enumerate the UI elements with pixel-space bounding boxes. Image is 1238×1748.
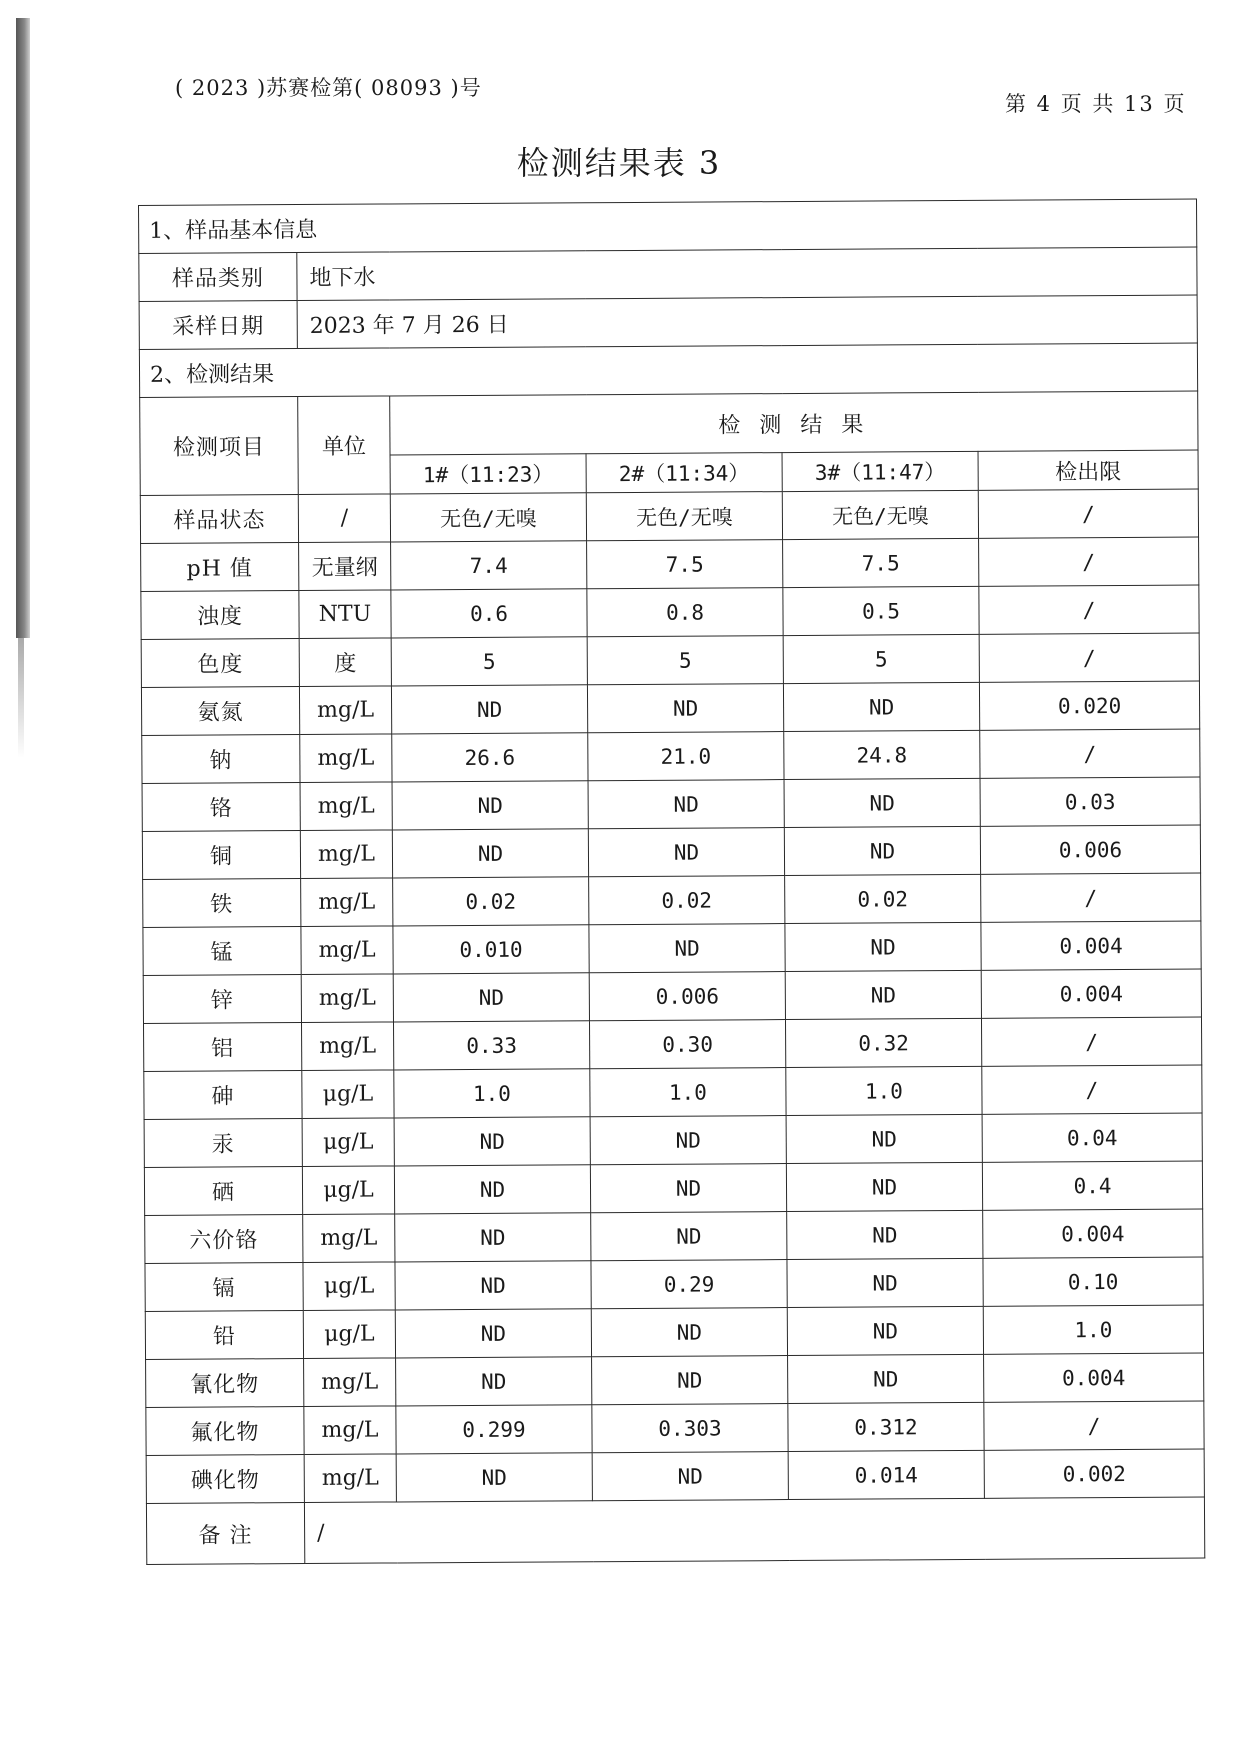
- remarks-value: /: [304, 1497, 1204, 1563]
- cell-limit: /: [979, 633, 1199, 682]
- cell-limit: 0.04: [982, 1113, 1202, 1162]
- cell-sample1: 无色/无嗅: [390, 493, 586, 542]
- cell-item: 浊度: [141, 591, 299, 640]
- cell-unit: mg/L: [300, 782, 392, 831]
- cell-unit: 无量纲: [299, 542, 391, 591]
- table-row: [142, 825, 1200, 879]
- table-row: [141, 633, 1199, 687]
- cell-item: 氨氮: [141, 687, 299, 736]
- cell-sample3: 0.02: [785, 874, 981, 923]
- table-row: [146, 1353, 1204, 1407]
- cell-sample3: 0.5: [783, 586, 979, 635]
- cell-sample3: ND: [787, 1210, 983, 1259]
- cell-sample2: 0.303: [592, 1404, 788, 1453]
- table-row: [145, 1209, 1203, 1263]
- page-number: 第 4 页 共 13 页: [1005, 92, 1187, 116]
- cell-item: 铅: [145, 1311, 303, 1360]
- cell-unit: mg/L: [304, 1454, 396, 1503]
- section2-heading: 2、检测结果: [139, 343, 1197, 397]
- cell-unit: μg/L: [302, 1166, 394, 1215]
- table-row: [141, 585, 1199, 639]
- table-row: [143, 1017, 1201, 1071]
- col-header-limit: 检出限: [978, 450, 1198, 490]
- cell-sample3: ND: [783, 682, 979, 731]
- cell-sample2: 0.8: [587, 588, 783, 637]
- cell-sample3: ND: [785, 922, 981, 971]
- col-header-sample1: 1#（11:23）: [390, 454, 586, 494]
- cell-limit: /: [980, 729, 1200, 778]
- cell-unit: /: [298, 494, 390, 543]
- cell-sample1: ND: [392, 829, 588, 878]
- cell-sample1: 26.6: [392, 733, 588, 782]
- cell-sample3: 5: [783, 634, 979, 683]
- table-row: [144, 1161, 1202, 1215]
- cell-sample1: ND: [394, 1117, 590, 1166]
- cell-sample3: 24.8: [784, 730, 980, 779]
- cell-sample3: 0.014: [788, 1450, 984, 1499]
- cell-sample2: ND: [588, 780, 784, 829]
- cell-sample1: ND: [395, 1261, 591, 1310]
- cell-sample1: 0.33: [393, 1021, 589, 1070]
- cell-sample1: ND: [394, 1165, 590, 1214]
- scan-edge-shadow: [16, 18, 30, 638]
- cell-sample3: ND: [784, 826, 980, 875]
- cell-limit: 0.004: [981, 969, 1201, 1018]
- cell-sample2: 1.0: [590, 1068, 786, 1117]
- table-row: [143, 969, 1201, 1023]
- cell-limit: 0.03: [980, 777, 1200, 826]
- cell-limit: 0.4: [982, 1161, 1202, 1210]
- cell-item: 氟化物: [146, 1407, 304, 1456]
- cell-unit: mg/L: [300, 734, 392, 783]
- cell-sample2: 5: [587, 636, 783, 685]
- cell-limit: /: [979, 585, 1199, 634]
- table-row: [145, 1305, 1203, 1359]
- cell-sample3: 无色/无嗅: [782, 490, 978, 539]
- cell-limit: 0.002: [984, 1449, 1204, 1498]
- cell-item: 锌: [143, 975, 301, 1024]
- cell-sample3: ND: [786, 1114, 982, 1163]
- table-row: [141, 537, 1199, 591]
- cell-sample2: 21.0: [588, 732, 784, 781]
- cell-sample2: ND: [592, 1356, 788, 1405]
- cell-sample1: 7.4: [391, 541, 587, 590]
- cell-limit: 0.006: [980, 825, 1200, 874]
- cell-limit: /: [979, 537, 1199, 586]
- table-row: [142, 777, 1200, 831]
- cell-item: 汞: [144, 1119, 302, 1168]
- cell-unit: mg/L: [301, 974, 393, 1023]
- cell-sample3: 0.32: [785, 1018, 981, 1067]
- cell-item: 硒: [144, 1167, 302, 1216]
- cell-item: 氰化物: [146, 1359, 304, 1408]
- sample-type-label: 样品类别: [139, 253, 297, 302]
- sample-date-value: 2023 年 7 月 26 日: [297, 295, 1197, 348]
- col-header-sample3: 3#（11:47）: [782, 451, 978, 491]
- cell-sample3: ND: [787, 1258, 983, 1307]
- cell-sample1: 0.299: [396, 1405, 592, 1454]
- cell-sample1: ND: [392, 781, 588, 830]
- cell-sample3: 1.0: [786, 1066, 982, 1115]
- scan-edge-fade: [18, 638, 24, 758]
- cell-limit: /: [984, 1401, 1204, 1450]
- table-row: [144, 1065, 1202, 1119]
- cell-item: 碘化物: [146, 1455, 304, 1504]
- cell-sample2: ND: [589, 924, 785, 973]
- cell-item: pH 值: [141, 543, 299, 592]
- sample-date-label: 采样日期: [139, 301, 297, 350]
- cell-item: 色度: [141, 639, 299, 688]
- cell-sample1: 5: [391, 637, 587, 686]
- cell-item: 铁: [143, 879, 301, 928]
- cell-sample3: ND: [785, 970, 981, 1019]
- cell-item: 样品状态: [140, 495, 298, 544]
- cell-unit: mg/L: [300, 830, 392, 879]
- cell-sample1: ND: [396, 1453, 592, 1502]
- cell-unit: NTU: [299, 590, 391, 639]
- cell-limit: /: [978, 489, 1198, 538]
- table-row: [146, 1401, 1204, 1455]
- cell-sample2: ND: [590, 1164, 786, 1213]
- cell-unit: mg/L: [301, 1022, 393, 1071]
- cell-sample3: ND: [787, 1306, 983, 1355]
- cell-sample2: ND: [591, 1212, 787, 1261]
- cell-sample1: 0.010: [393, 925, 589, 974]
- cell-unit: μg/L: [302, 1070, 394, 1119]
- cell-sample1: ND: [391, 685, 587, 734]
- cell-limit: 1.0: [983, 1305, 1203, 1354]
- cell-item: 铬: [142, 783, 300, 832]
- col-header-item: 检测项目: [140, 397, 299, 496]
- cell-unit: μg/L: [303, 1262, 395, 1311]
- table-row: [145, 1257, 1203, 1311]
- cell-unit: mg/L: [299, 686, 391, 735]
- sample-type-value: 地下水: [297, 247, 1197, 300]
- cell-sample2: 0.006: [589, 972, 785, 1021]
- table-row: [142, 729, 1200, 783]
- table-row: [141, 681, 1199, 735]
- cell-sample3: ND: [786, 1162, 982, 1211]
- cell-unit: mg/L: [304, 1358, 396, 1407]
- cell-sample1: ND: [395, 1213, 591, 1262]
- cell-limit: 0.004: [981, 921, 1201, 970]
- cell-sample1: ND: [393, 973, 589, 1022]
- table-row: [140, 489, 1198, 543]
- cell-item: 钠: [142, 735, 300, 784]
- cell-unit: mg/L: [304, 1406, 396, 1455]
- cell-limit: 0.004: [983, 1209, 1203, 1258]
- results-table: [138, 199, 1205, 1565]
- cell-unit: μg/L: [302, 1118, 394, 1167]
- cell-sample2: 0.30: [589, 1020, 785, 1069]
- cell-limit: /: [981, 1017, 1201, 1066]
- cell-sample1: 0.02: [393, 877, 589, 926]
- cell-limit: 0.004: [984, 1353, 1204, 1402]
- cell-sample2: 0.02: [589, 876, 785, 925]
- section1-heading: 1、样品基本信息: [139, 199, 1197, 253]
- cell-sample2: 无色/无嗅: [586, 492, 782, 541]
- cell-limit: 0.10: [983, 1257, 1203, 1306]
- cell-limit: 0.020: [979, 681, 1199, 730]
- cell-sample2: ND: [591, 1308, 787, 1357]
- col-header-unit: 单位: [298, 396, 391, 495]
- cell-sample3: 7.5: [783, 538, 979, 587]
- remarks-label: 备 注: [146, 1503, 304, 1565]
- cell-item: 铝: [143, 1023, 301, 1072]
- table-row: [146, 1449, 1204, 1503]
- col-header-sample2: 2#（11:34）: [586, 453, 782, 493]
- cell-sample2: 0.29: [591, 1260, 787, 1309]
- cell-item: 六价铬: [145, 1215, 303, 1264]
- cell-sample1: ND: [395, 1309, 591, 1358]
- cell-limit: /: [982, 1065, 1202, 1114]
- cell-sample2: ND: [587, 684, 783, 733]
- cell-sample1: 1.0: [394, 1069, 590, 1118]
- cell-unit: mg/L: [301, 878, 393, 927]
- cell-sample2: ND: [588, 828, 784, 877]
- cell-item: 锰: [143, 927, 301, 976]
- cell-unit: μg/L: [303, 1310, 395, 1359]
- cell-sample2: ND: [592, 1452, 788, 1501]
- table-row: [144, 1113, 1202, 1167]
- cell-unit: mg/L: [303, 1214, 395, 1263]
- cell-unit: 度: [299, 638, 391, 687]
- cell-sample3: ND: [788, 1354, 984, 1403]
- table-row: [143, 921, 1201, 975]
- cell-limit: /: [981, 873, 1201, 922]
- cell-item: 镉: [145, 1263, 303, 1312]
- cell-unit: mg/L: [301, 926, 393, 975]
- cell-item: 铜: [142, 831, 300, 880]
- cell-sample3: 0.312: [788, 1402, 984, 1451]
- cell-sample3: ND: [784, 778, 980, 827]
- report-number: ( 2023 )苏赛检第( 08093 )号: [175, 76, 482, 100]
- cell-item: 砷: [144, 1071, 302, 1120]
- page-title: 检测结果表 3: [516, 144, 722, 182]
- col-header-results: 检 测 结 果: [390, 391, 1198, 455]
- cell-sample1: 0.6: [391, 589, 587, 638]
- cell-sample2: ND: [590, 1116, 786, 1165]
- cell-sample2: 7.5: [587, 540, 783, 589]
- table-row: [143, 873, 1201, 927]
- cell-sample1: ND: [396, 1357, 592, 1406]
